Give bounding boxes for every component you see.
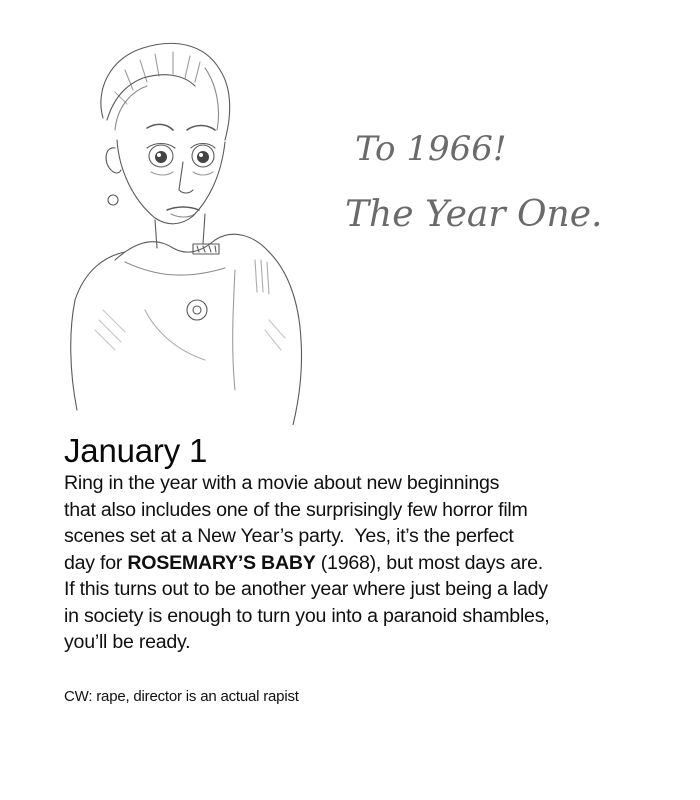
entry-body-line: scenes set at a New Year’s party. Yes, it’s the perfect — [64, 525, 514, 547]
entry-body-line: in society is enough to turn you into a paranoid shambles, — [64, 604, 550, 627]
entry-body-line: (1968), but most days are. — [315, 551, 543, 574]
entry-body-line: that also includes one of the surprisingly few horror film — [64, 498, 528, 521]
content-warning: CW: rape, director is an actual rapist — [64, 688, 299, 705]
entry-body-line: day for — [64, 551, 128, 574]
entry-body-line: Ring in the year with a movie about new beginnings — [64, 472, 500, 494]
movie-title: ROSEMARY’S BABY — [127, 551, 316, 574]
handwritten-caption — [345, 118, 665, 258]
handwritten-caption-line2: The Year One. — [345, 194, 603, 235]
woman-sketch-illustration — [55, 30, 355, 425]
handwritten-caption-line1: To 1966! — [355, 129, 507, 169]
calendar-entry — [64, 432, 664, 656]
entry-date: January 1 — [64, 432, 208, 469]
entry-body — [64, 470, 664, 656]
entry-body-line: you’ll be ready. — [64, 631, 191, 653]
entry-body-line: If this turns out to be another year where just being a lady — [64, 578, 548, 600]
